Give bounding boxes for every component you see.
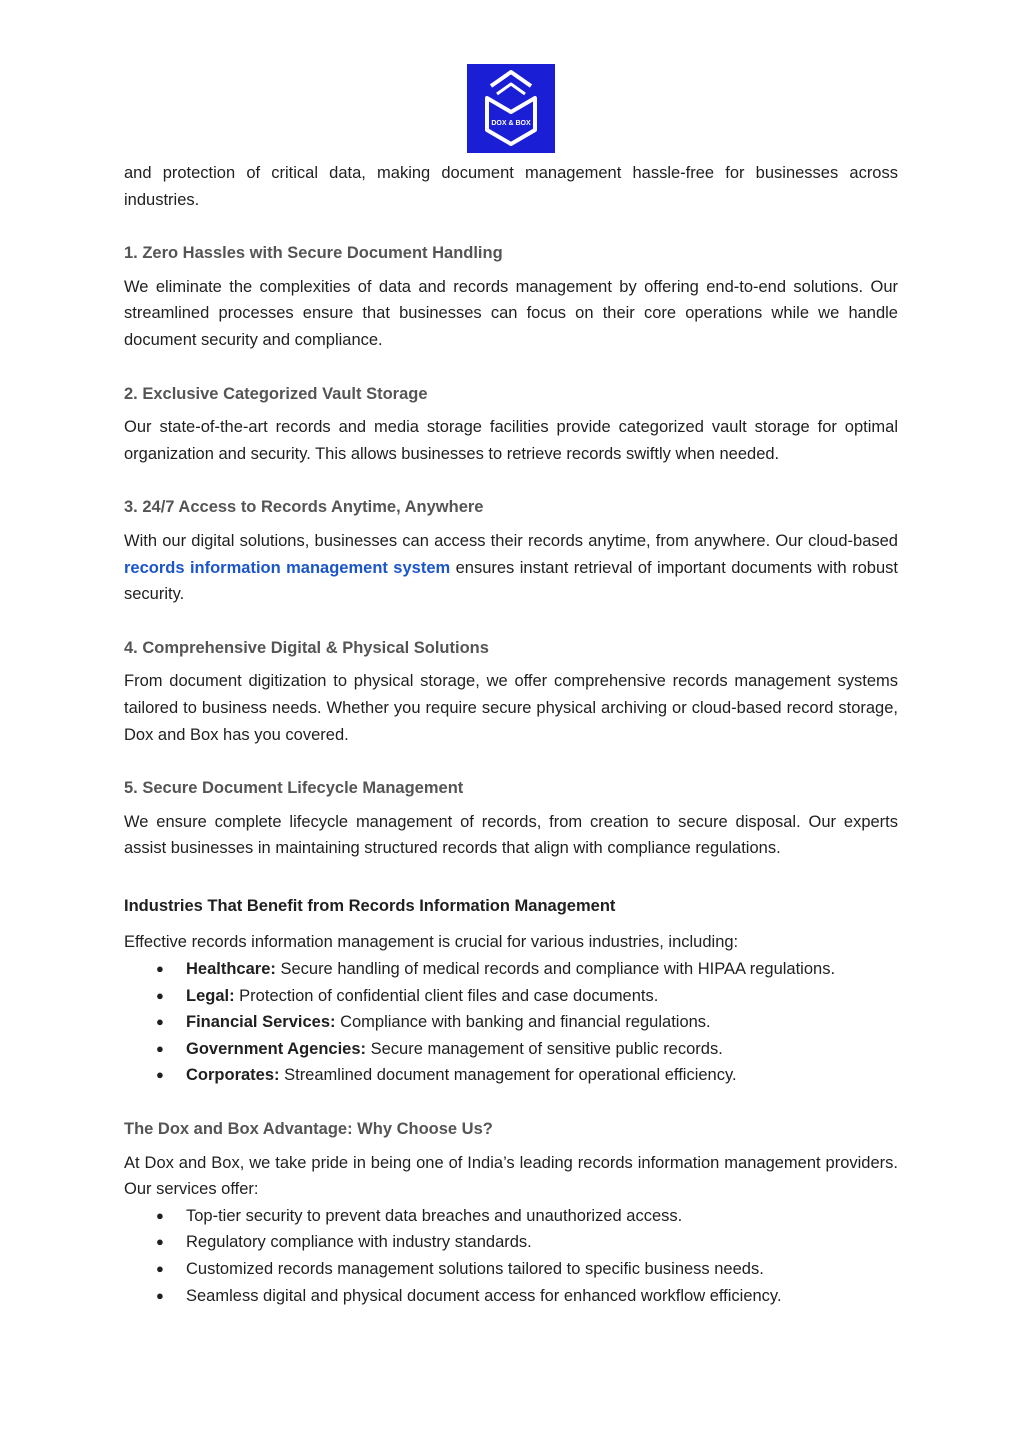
section-heading: 2. Exclusive Categorized Vault Storage bbox=[124, 384, 428, 403]
industries-section bbox=[124, 893, 898, 1089]
item-label: Government Agencies: bbox=[186, 1039, 367, 1058]
item-label: Healthcare: bbox=[186, 960, 276, 979]
company-logo bbox=[467, 64, 555, 153]
list-item bbox=[124, 1256, 898, 1283]
section-heading: 4. Comprehensive Digital & Physical Solutions bbox=[124, 638, 489, 657]
list-item bbox=[124, 983, 898, 1010]
item-label: Financial Services: bbox=[186, 1013, 336, 1032]
industries-heading: Industries That Benefit from Records Information Management bbox=[124, 896, 616, 915]
bullet-icon: ● bbox=[156, 961, 164, 977]
item-text: Streamlined document management for operational efficiency. bbox=[279, 1066, 737, 1085]
bullet-icon: ● bbox=[156, 1207, 164, 1223]
advantage-intro: At Dox and Box, we take pride in being one of India’s leading records information management providers. Our services offer: bbox=[124, 1153, 898, 1199]
section-body-start: With our digital solutions, businesses can access their records anytime, from anywhere. Our cloud-based bbox=[124, 531, 898, 550]
list-item bbox=[124, 1203, 898, 1230]
section-body: We ensure complete lifecycle management of records, from creation to secure disposal. Our experts assist businesses in maintaining structured records that align with compliance regulations. bbox=[124, 812, 898, 858]
bullet-icon: ● bbox=[156, 987, 164, 1003]
document-body bbox=[124, 160, 898, 1309]
item-text: Protection of confidential client files and case documents. bbox=[234, 986, 659, 1005]
list-item bbox=[124, 956, 898, 983]
advantage-section bbox=[124, 1116, 898, 1309]
section-2 bbox=[124, 381, 898, 468]
advantage-heading: The Dox and Box Advantage: Why Choose Us? bbox=[124, 1120, 493, 1139]
section-body: Our state-of-the-art records and media storage facilities provide categorized vault storage for optimal organization and security. This allows businesses to retrieve records swiftly when needed. bbox=[124, 418, 898, 463]
item-text: Top-tier security to prevent data breaches and unauthorized access. bbox=[186, 1206, 683, 1225]
item-text: Compliance with banking and financial regulations. bbox=[335, 1013, 711, 1032]
item-label: Legal: bbox=[186, 986, 235, 1005]
section-body: From document digitization to physical storage, we offer comprehensive records management systems tailored to business needs. Whether you require secure physical archiving or cloud-based record storage, Dox and Box has you covered. bbox=[124, 672, 898, 744]
bullet-icon: ● bbox=[156, 1287, 164, 1303]
item-text: Seamless digital and physical document access for enhanced workflow efficiency. bbox=[186, 1286, 782, 1305]
list-item bbox=[124, 1062, 898, 1089]
section-heading: 1. Zero Hassles with Secure Document Handling bbox=[124, 244, 503, 263]
list-item bbox=[124, 1283, 898, 1310]
bullet-icon: ● bbox=[156, 1014, 164, 1030]
box-logo-icon bbox=[467, 64, 555, 153]
section-body: We eliminate the complexities of data and records management by offering end-to-end solutions. Our streamlined processes ensure that businesses can focus on their core operations while we handle document security and compliance. bbox=[124, 277, 898, 349]
section-5 bbox=[124, 775, 898, 862]
section-4 bbox=[124, 635, 898, 748]
item-text: Regulatory compliance with industry standards. bbox=[186, 1233, 532, 1252]
bullet-icon: ● bbox=[156, 1067, 164, 1083]
advantage-list bbox=[124, 1203, 898, 1309]
logo-text: DOX & BOX bbox=[491, 120, 531, 127]
section-body bbox=[124, 528, 898, 608]
list-item bbox=[124, 1036, 898, 1063]
section-heading: 3. 24/7 Access to Records Anytime, Anywhere bbox=[124, 498, 484, 517]
industries-intro: Effective records information management is crucial for various industries, including: bbox=[124, 933, 739, 952]
bullet-icon: ● bbox=[156, 1040, 164, 1056]
industries-list bbox=[124, 956, 898, 1089]
item-text: Customized records management solutions tailored to specific business needs. bbox=[186, 1260, 764, 1278]
bullet-icon: ● bbox=[156, 1261, 164, 1276]
section-heading: 5. Secure Document Lifecycle Management bbox=[124, 779, 464, 798]
section-1 bbox=[124, 240, 898, 353]
records-management-link[interactable]: records information management system bbox=[124, 558, 451, 577]
section-body-end: ensures instant retrieval of important documents with robust security. bbox=[124, 558, 898, 604]
item-label: Corporates: bbox=[186, 1066, 280, 1085]
item-text: Secure management of sensitive public records. bbox=[366, 1039, 723, 1058]
bullet-icon: ● bbox=[156, 1234, 164, 1250]
intro-paragraph: and protection of critical data, making document management hassle-free for businesses across industries. bbox=[124, 164, 898, 209]
list-item bbox=[124, 1229, 898, 1256]
list-item bbox=[124, 1009, 898, 1036]
section-3 bbox=[124, 494, 898, 607]
item-text: Secure handling of medical records and compliance with HIPAA regulations. bbox=[275, 960, 836, 979]
